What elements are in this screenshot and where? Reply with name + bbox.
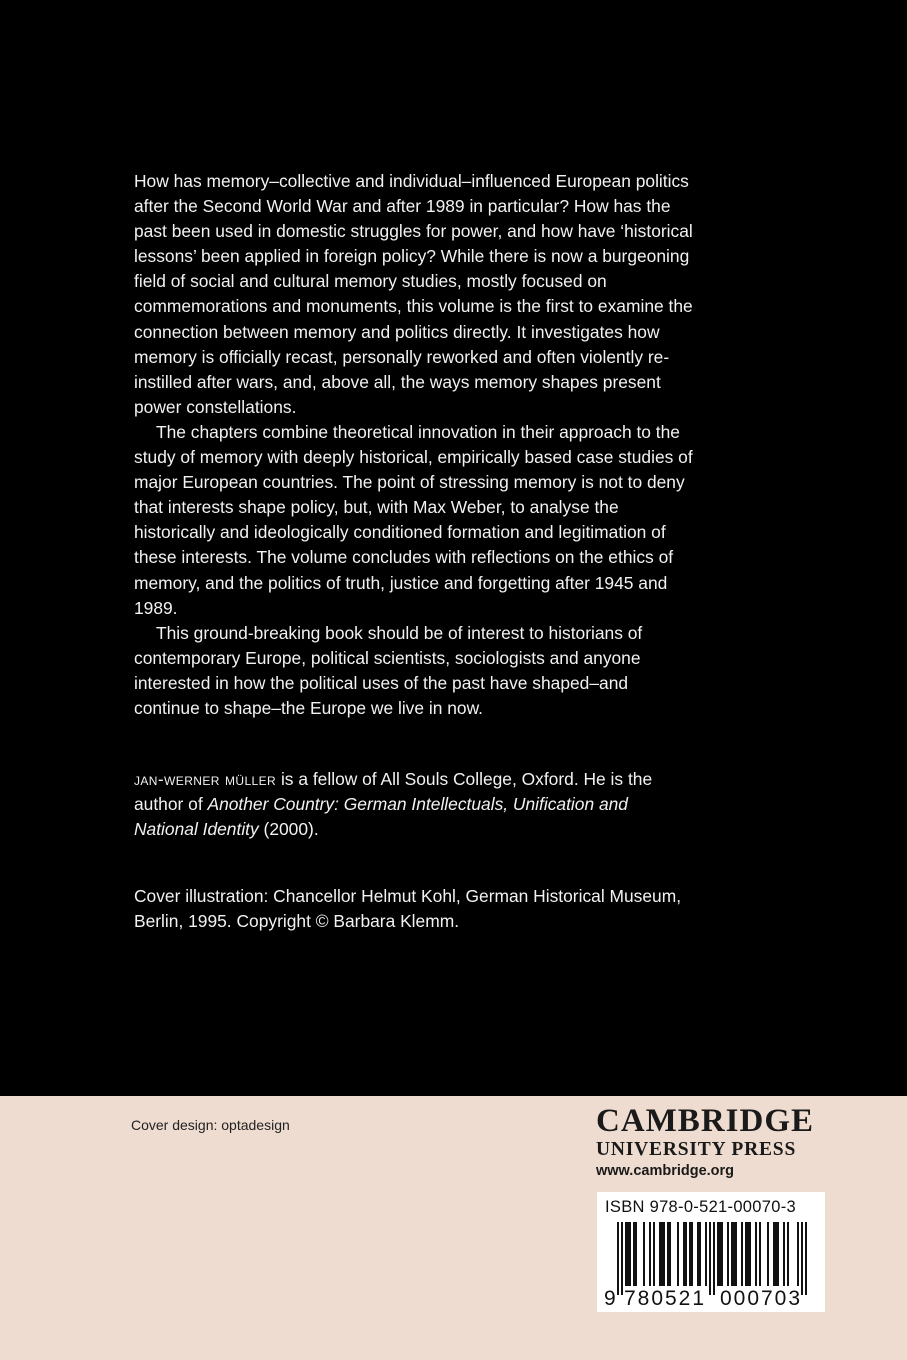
barcode-bars	[617, 1222, 807, 1295]
barcode-bar	[683, 1222, 687, 1286]
barcode-right-digits: 000703	[720, 1287, 800, 1310]
barcode-bar	[801, 1222, 803, 1295]
barcode-bar	[741, 1222, 743, 1286]
author-bio-text-1: is a fellow of All Souls College, Oxford. He is the author of	[134, 769, 653, 815]
barcode-bar	[717, 1222, 723, 1286]
barcode-left-digits: 780521	[624, 1287, 704, 1310]
barcode-bar	[783, 1222, 785, 1286]
barcode-bar	[767, 1222, 769, 1286]
barcode-bar	[773, 1222, 779, 1286]
barcode-bar	[759, 1222, 761, 1286]
publisher-url[interactable]: www.cambridge.org	[596, 1163, 735, 1179]
barcode-bar	[705, 1222, 707, 1286]
barcode-bar	[677, 1222, 679, 1286]
barcode-bar	[797, 1222, 799, 1286]
barcode-bar	[689, 1222, 693, 1286]
author-bio-text-2: (2000).	[258, 819, 319, 840]
barcode-bar	[667, 1222, 671, 1286]
barcode-bar	[649, 1222, 651, 1286]
barcode-bar	[731, 1222, 737, 1286]
barcode-bar	[755, 1222, 757, 1286]
barcode-bar	[709, 1222, 711, 1295]
barcode-bar	[617, 1222, 619, 1295]
publisher-name: CAMBRIDGE	[596, 1103, 815, 1139]
author-name: jan-werner müller	[134, 769, 277, 789]
author-book-title: Another Country: German Intellectuals, Unification and National Identity	[134, 794, 628, 840]
barcode-bar	[697, 1222, 701, 1286]
barcode-bar	[621, 1222, 623, 1295]
blurb-text	[134, 169, 694, 721]
isbn-label: ISBN 978-0-521-00070-3	[605, 1198, 796, 1216]
publisher-logo	[596, 1103, 826, 1181]
blurb-paragraph-1: How has memory–collective and individual–influenced European politics after the Second World War and after 1989 in particular? How has the past been used in domestic struggles for power, and how have ‘historical lessons’ been applied in foreign policy? While there is now a burgeoning field of social and cultural memory studies, mostly focused on commemorations and monuments, this volume is the first to examine the connection between memory and politics directly. It investigates how memory is officially recast, personally reworked and often violently re-instilled after wars, and, above all, the ways memory shapes present power constellations.	[134, 171, 693, 417]
barcode-bar	[653, 1222, 655, 1286]
barcode-bar	[787, 1222, 789, 1286]
publisher-subtitle: UNIVERSITY PRESS	[596, 1139, 797, 1160]
barcode-lead-digit: 9	[604, 1287, 616, 1310]
blurb-paragraph-3: This ground-breaking book should be of interest to historians of contemporary Europe, political scientists, sociologists and anyone interested in how the political uses of the past have shaped–and continue to shape–the Europe we live in now.	[134, 622, 643, 718]
blurb-paragraph-2: The chapters combine theoretical innovation in their approach to the study of memory with deeply historical, empirically based case studies of major European countries. The point of stressing memory is not to deny that interests shape policy, but, with Max Weber, to analyse the historically and ideologically conditioned formation and legitimation of these interests. The volume concludes with reflections on the ethics of memory, and the politics of truth, justice and forgetting after 1945 and 1989.	[134, 421, 693, 618]
barcode-bar	[625, 1222, 631, 1286]
barcode-bar	[805, 1222, 807, 1295]
cover-design-credit: Cover design: optadesign	[131, 1117, 290, 1133]
barcode-bar	[713, 1222, 715, 1295]
barcode-bar	[633, 1222, 637, 1286]
barcode-bar	[727, 1222, 729, 1286]
barcode-bar	[659, 1222, 665, 1286]
barcode-bar	[643, 1222, 645, 1286]
author-bio	[134, 767, 694, 842]
barcode-bar	[745, 1222, 751, 1286]
cover-illustration-credit: Cover illustration: Chancellor Helmut Kohl, German Historical Museum, Berlin, 1995. Copyright © Barbara Klemm.	[134, 886, 682, 932]
isbn-barcode-block	[597, 1192, 825, 1312]
